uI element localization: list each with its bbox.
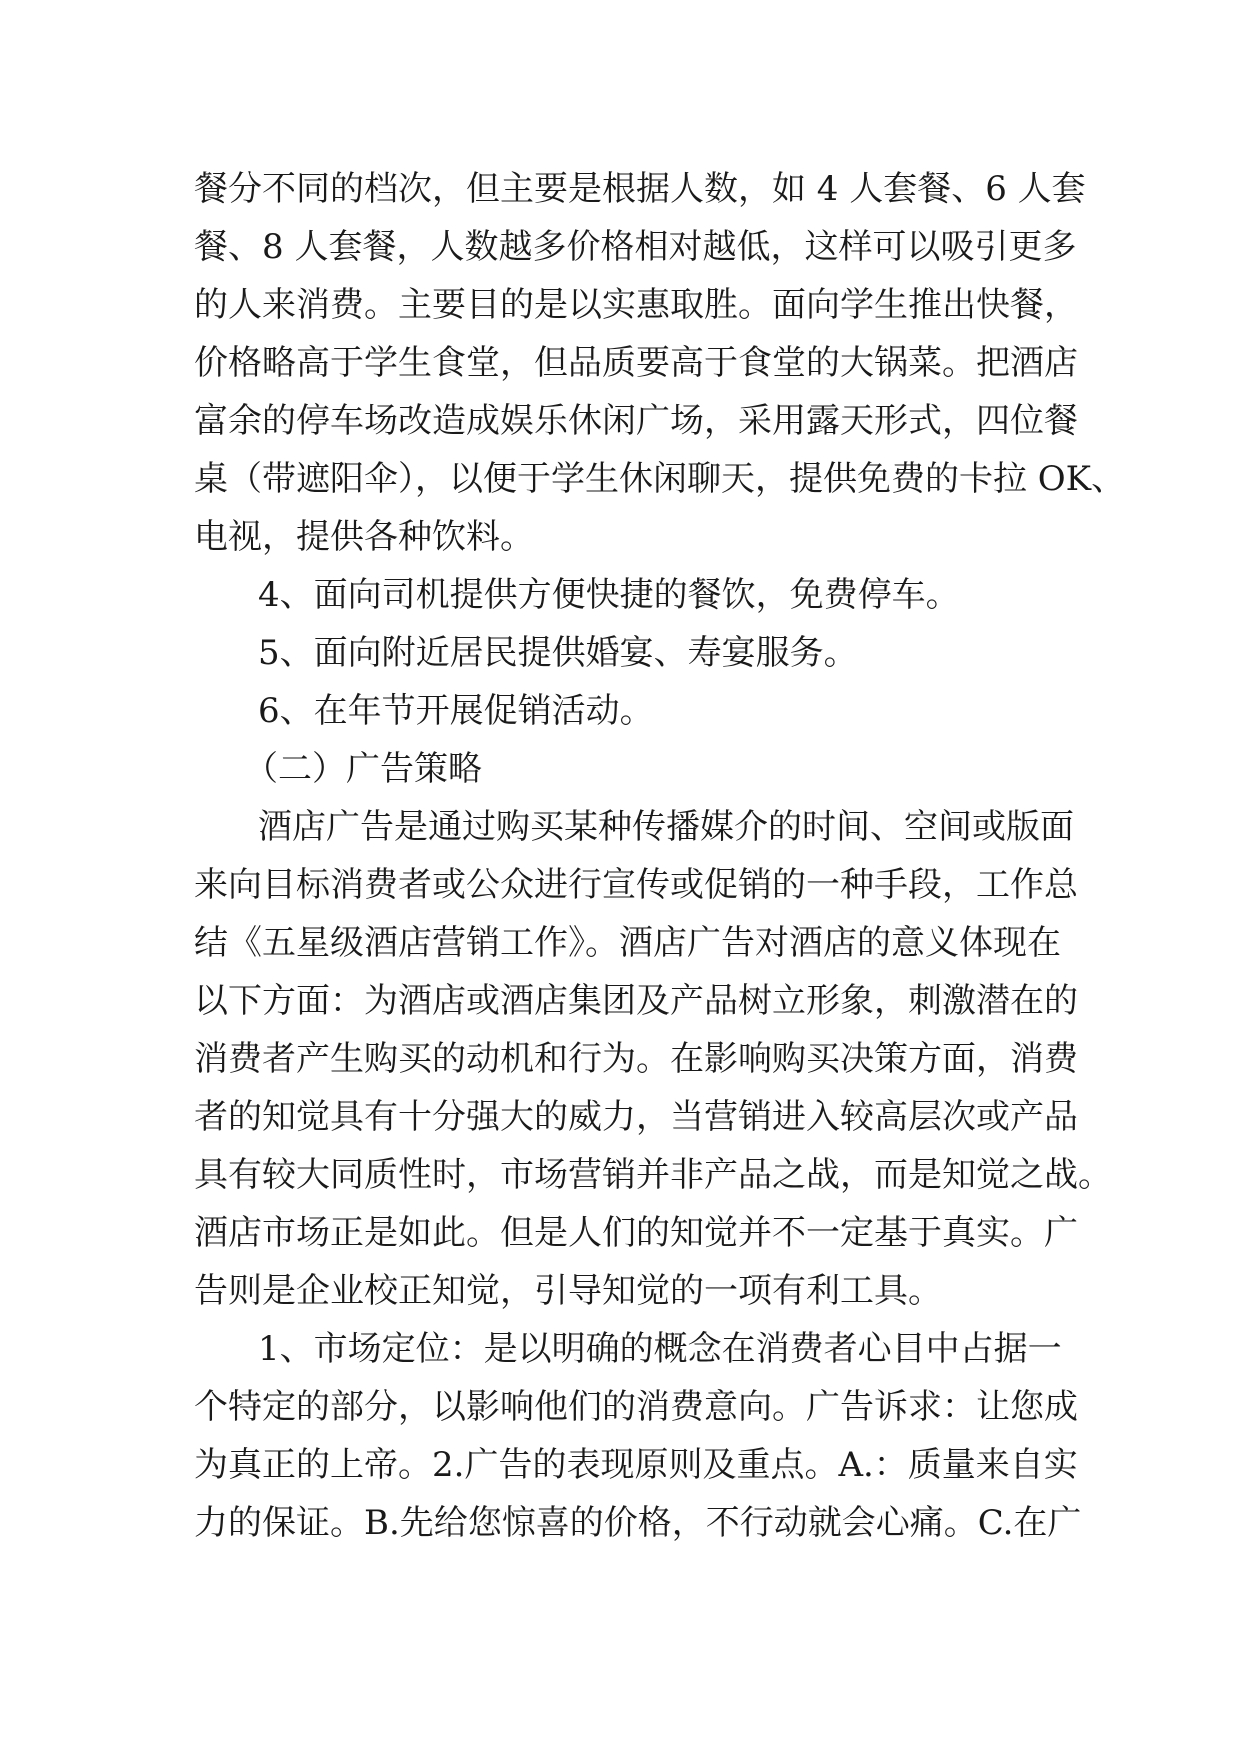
list-item: 1、市场定位：是以明确的概念在消费者心目中占据一 bbox=[258, 1329, 1062, 1369]
text-line: 餐分不同的档次，但主要是根据人数，如 4 人套餐、6 人套 bbox=[194, 169, 1086, 209]
text-line: 酒店广告是通过购买某种传播媒介的时间、空间或版面 bbox=[258, 807, 1074, 847]
text-line: 来向目标消费者或公众进行宣传或促销的一种手段，工作总 bbox=[194, 865, 1078, 905]
text-line: 结《五星级酒店营销工作》。酒店广告对酒店的意义体现在 bbox=[194, 923, 1061, 963]
list-item: 5、面向附近居民提供婚宴、寿宴服务。 bbox=[258, 633, 858, 673]
section-heading: （二）广告策略 bbox=[244, 749, 482, 789]
text-line: 个特定的部分，以影响他们的消费意向。广告诉求：让您成 bbox=[194, 1387, 1078, 1427]
document-body bbox=[194, 160, 1126, 1552]
text-line: 酒店市场正是如此。但是人们的知觉并不一定基于真实。广 bbox=[194, 1213, 1078, 1253]
list-item: 6、在年节开展促销活动。 bbox=[258, 691, 654, 731]
text-line: 告则是企业校正知觉，引导知觉的一项有利工具。 bbox=[194, 1271, 942, 1311]
text-line: 消费者产生购买的动机和行为。在影响购买决策方面，消费 bbox=[194, 1039, 1078, 1079]
text-line: 以下方面：为酒店或酒店集团及产品树立形象，刺激潜在的 bbox=[194, 981, 1078, 1021]
text-line: 为真正的上帝。2.广告的表现原则及重点。A.：质量来自实 bbox=[194, 1445, 1078, 1485]
text-line: 力的保证。B.先给您惊喜的价格，不行动就会心痛。C.在广 bbox=[194, 1503, 1082, 1543]
text-line: 电视，提供各种饮料。 bbox=[194, 517, 534, 557]
text-line: 餐、8 人套餐，人数越多价格相对越低，这样可以吸引更多 bbox=[194, 227, 1077, 267]
text-line: 者的知觉具有十分强大的威力，当营销进入较高层次或产品 bbox=[194, 1097, 1078, 1137]
text-line: 价格略高于学生食堂，但品质要高于食堂的大锅菜。把酒店 bbox=[194, 343, 1078, 383]
text-line: 的人来消费。主要目的是以实惠取胜。面向学生推出快餐， bbox=[194, 285, 1078, 325]
list-item: 4、面向司机提供方便快捷的餐饮，免费停车。 bbox=[258, 575, 960, 615]
text-line: 富余的停车场改造成娱乐休闲广场，采用露天形式，四位餐 bbox=[194, 401, 1078, 441]
text-line: 桌（带遮阳伞），以便于学生休闲聊天，提供免费的卡拉 OK、 bbox=[194, 459, 1126, 499]
text-line: 具有较大同质性时，市场营销并非产品之战，而是知觉之战。 bbox=[194, 1155, 1112, 1195]
